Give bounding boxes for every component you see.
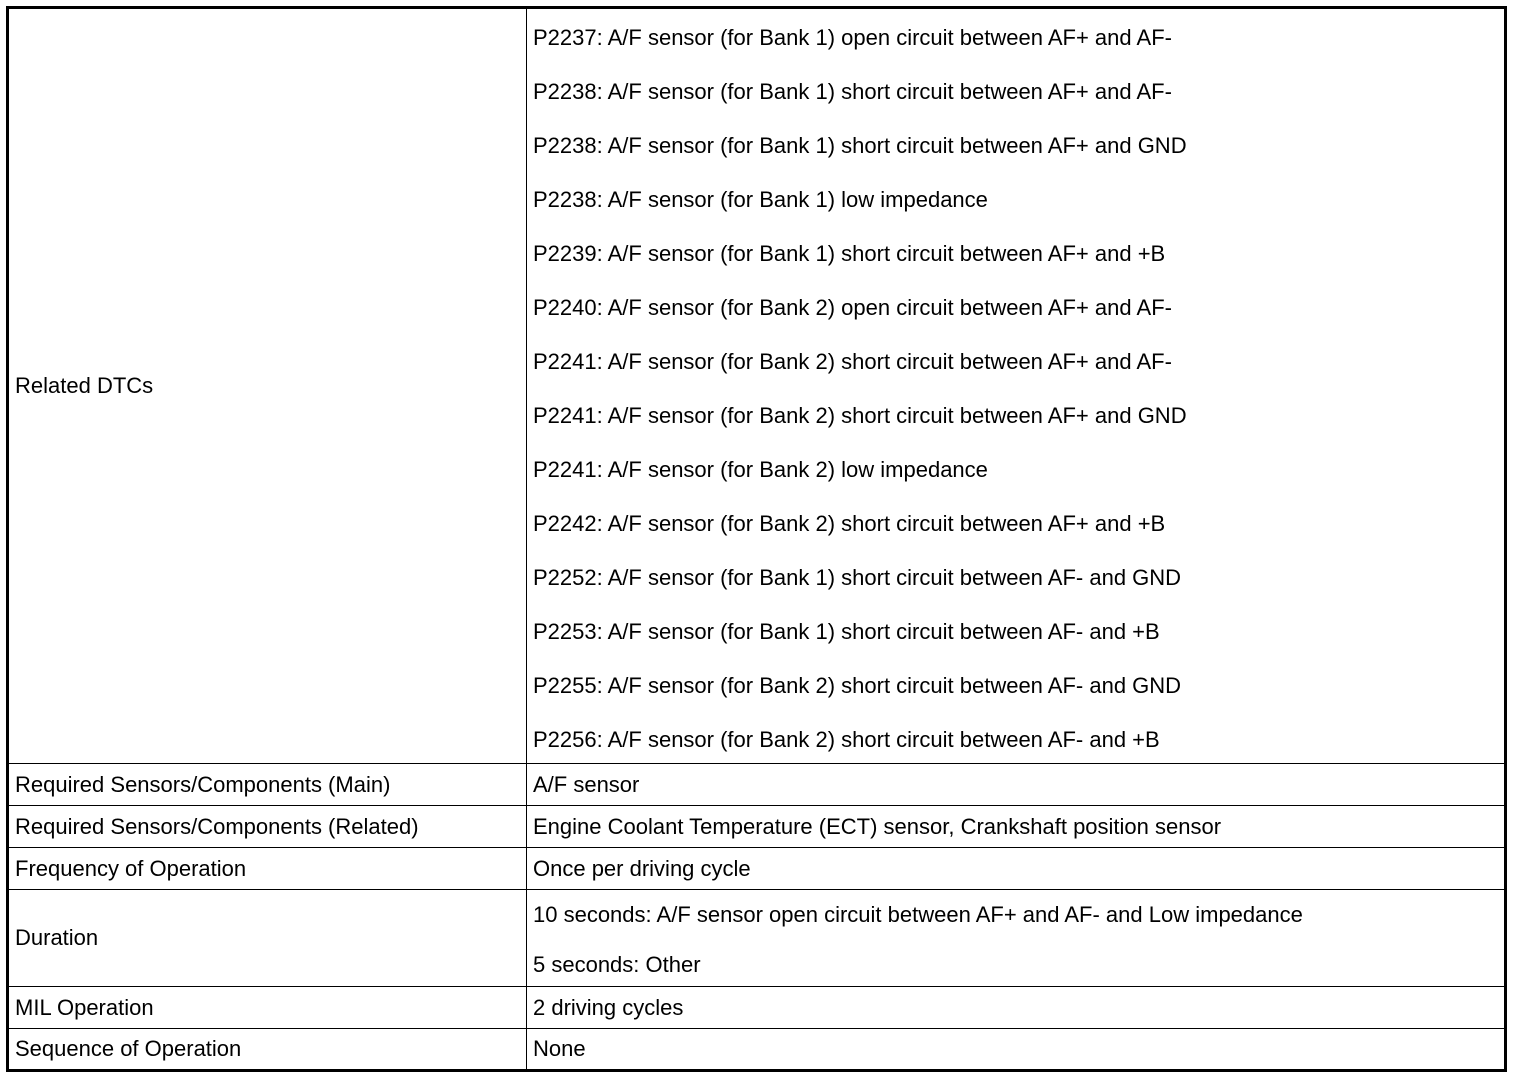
duration-item: 10 seconds: A/F sensor open circuit between AF+ and AF- and Low impedance bbox=[533, 901, 1303, 927]
mil-value: 2 driving cycles bbox=[527, 987, 1506, 1029]
mil-label: MIL Operation bbox=[8, 987, 527, 1029]
table-row-sensors-main bbox=[8, 764, 1506, 806]
sensors-main-label: Required Sensors/Components (Main) bbox=[8, 764, 527, 806]
frequency-label: Frequency of Operation bbox=[8, 848, 527, 890]
spec-table bbox=[6, 6, 1507, 1072]
duration-list bbox=[533, 897, 1498, 980]
dtc-item: P2255: A/F sensor (for Bank 2) short circuit between AF- and GND bbox=[533, 672, 1182, 698]
sensors-related-value: Engine Coolant Temperature (ECT) sensor, Crankshaft position sensor bbox=[527, 806, 1506, 848]
dtc-item: P2241: A/F sensor (for Bank 2) short circuit between AF+ and GND bbox=[533, 402, 1187, 428]
table-row-related-dtcs bbox=[8, 8, 1506, 764]
duration-label: Duration bbox=[8, 890, 527, 987]
dtc-item: P2253: A/F sensor (for Bank 1) short circuit between AF- and +B bbox=[533, 618, 1160, 644]
dtc-item: P2241: A/F sensor (for Bank 2) low impedance bbox=[533, 456, 988, 482]
dtc-item: P2238: A/F sensor (for Bank 1) short circuit between AF+ and GND bbox=[533, 132, 1187, 158]
duration-item: 5 seconds: Other bbox=[533, 951, 701, 977]
sequence-label: Sequence of Operation bbox=[8, 1029, 527, 1071]
table-row-mil bbox=[8, 987, 1506, 1029]
dtc-list bbox=[533, 16, 1498, 757]
dtc-item: P2239: A/F sensor (for Bank 1) short circuit between AF+ and +B bbox=[533, 240, 1166, 266]
table-row-frequency bbox=[8, 848, 1506, 890]
dtc-item: P2242: A/F sensor (for Bank 2) short circuit between AF+ and +B bbox=[533, 510, 1166, 536]
dtc-item: P2238: A/F sensor (for Bank 1) short circuit between AF+ and AF- bbox=[533, 78, 1172, 104]
table-row-sequence bbox=[8, 1029, 1506, 1071]
sequence-value: None bbox=[527, 1029, 1506, 1071]
dtc-item: P2252: A/F sensor (for Bank 1) short circuit between AF- and GND bbox=[533, 564, 1182, 590]
sensors-main-value: A/F sensor bbox=[527, 764, 1506, 806]
dtc-item: P2256: A/F sensor (for Bank 2) short circuit between AF- and +B bbox=[533, 726, 1160, 752]
table-row-sensors-related bbox=[8, 806, 1506, 848]
frequency-value: Once per driving cycle bbox=[527, 848, 1506, 890]
dtc-item: P2238: A/F sensor (for Bank 1) low impedance bbox=[533, 186, 988, 212]
table-row-duration bbox=[8, 890, 1506, 987]
dtc-item: P2240: A/F sensor (for Bank 2) open circuit between AF+ and AF- bbox=[533, 294, 1172, 320]
dtc-item: P2241: A/F sensor (for Bank 2) short circuit between AF+ and AF- bbox=[533, 348, 1172, 374]
related-dtcs-cell bbox=[527, 8, 1506, 764]
dtc-item: P2237: A/F sensor (for Bank 1) open circuit between AF+ and AF- bbox=[533, 24, 1172, 50]
duration-cell bbox=[527, 890, 1506, 987]
sensors-related-label: Required Sensors/Components (Related) bbox=[8, 806, 527, 848]
related-dtcs-label: Related DTCs bbox=[8, 8, 527, 764]
